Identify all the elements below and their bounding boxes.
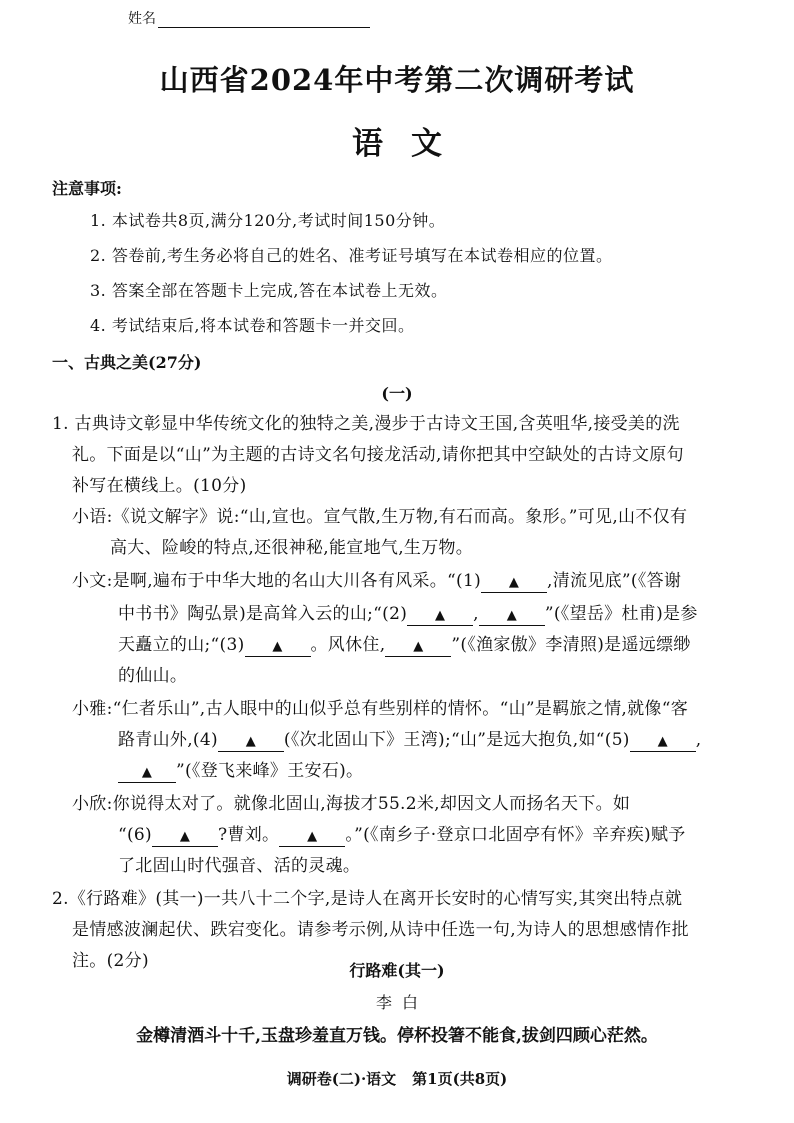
answer-blank-3b[interactable]: ▲	[385, 638, 451, 657]
answer-blank-3a[interactable]: ▲	[245, 638, 311, 657]
q1-line: 补写在横线上。(10分)	[72, 476, 247, 496]
q2-line: 是情感波澜起伏、跌宕变化。请参考示例,从诗中任选一句,为诗人的思想感情作批	[72, 920, 689, 940]
answer-blank-1[interactable]: ▲	[481, 574, 547, 593]
xiaowen-line: 天矗立的山;“(3) ▲ 。风休住, ▲ ”(《渔家傲》李清照)是遥远缥缈	[118, 635, 691, 655]
answer-blank-5b[interactable]: ▲	[118, 764, 176, 783]
note-item: 3. 答案全部在答题卡上完成,答在本试卷上无效。	[90, 281, 448, 300]
exam-subject: 语文	[352, 126, 470, 162]
xiaowen-line: 中书书》陶弘景)是高耸入云的山;“(2) ▲ , ▲ ”(《望岳》杜甫)是参	[118, 604, 698, 624]
note-item: 1. 本试卷共8页,满分120分,考试时间150分钟。	[90, 211, 446, 230]
exam-title: 山西省2024年中考第二次调研考试	[159, 63, 635, 97]
footer-paper-label: 调研卷(二)·语文	[286, 1070, 397, 1088]
q1-line: 高大、险峻的特点,还很神秘,能宣地气,生万物。	[110, 538, 474, 558]
poem-author: 李白	[375, 993, 428, 1012]
part-heading: (一)	[381, 384, 413, 403]
xiaoya-line: 小雅:“仁者乐山”,古人眼中的山似乎总有些别样的情怀。“山”是羁旅之情,就像“客	[72, 699, 688, 719]
q1-line: 礼。下面是以“山”为主题的古诗文名句接龙活动,请你把其中空缺处的古诗文原句	[72, 445, 684, 465]
xiaoxin-line: 小欣:你说得太对了。就像北固山,海拔才55.2米,却因文人而扬名天下。如	[72, 794, 631, 814]
answer-blank-5a[interactable]: ▲	[630, 733, 696, 752]
name-label: 姓名	[128, 11, 156, 27]
note-item: 2. 答卷前,考生务必将自己的姓名、准考证号填写在本试卷相应的位置。	[90, 246, 613, 265]
xiaoya-line: 路青山外,(4) ▲ (《次北固山下》王湾);“山”是远大抱负,如“(5) ▲ ,	[118, 730, 702, 750]
notes-heading: 注意事项:	[52, 179, 122, 198]
q1-line: 1. 古典诗文彰显中华传统文化的独特之美,漫步于古诗文王国,含英咀华,接受美的洗	[52, 414, 680, 434]
answer-blank-2b[interactable]: ▲	[479, 607, 545, 626]
answer-blank-6a[interactable]: ▲	[152, 828, 218, 847]
section-heading: 一、古典之美(27分)	[52, 353, 202, 372]
xiaoxin-line: “(6) ▲ ?曹刘。 ▲ 。”(《南乡子·登京口北固亭有怀》辛弃疾)赋予	[118, 825, 686, 845]
poem-line: 金樽清酒斗十千,玉盘珍羞直万钱。停杯投箸不能食,拔剑四顾心茫然。	[136, 1026, 658, 1046]
xiaoya-line: ▲ ”(《登飞来峰》王安石)。	[118, 756, 363, 783]
xiaowen-line: 的仙山。	[118, 666, 188, 686]
footer-page-number: 第1页(共8页)	[412, 1070, 508, 1088]
q1-line: 小语:《说文解字》说:“山,宣也。宣气散,生万物,有石而高。象形。”可见,山不仅有	[72, 507, 688, 527]
note-item: 4. 考试结束后,将本试卷和答题卡一并交回。	[90, 316, 415, 335]
name-blank[interactable]	[158, 11, 370, 28]
answer-blank-4[interactable]: ▲	[218, 733, 284, 752]
answer-blank-2a[interactable]: ▲	[407, 607, 473, 626]
page-footer	[0, 1068, 794, 1089]
q2-line: 2.《行路难》(其一)一共八十二个字,是诗人在离开长安时的心情写实,其突出特点就	[52, 889, 683, 909]
q2-line: 注。(2分)	[72, 951, 149, 971]
name-field-row	[128, 8, 370, 28]
answer-blank-6b[interactable]: ▲	[279, 828, 345, 847]
xiaoxin-line: 了北固山时代强音、活的灵魂。	[118, 856, 361, 876]
poem-title: 行路难(其一)	[349, 961, 445, 980]
xiaowen-line: 小文:是啊,遍布于中华大地的名山大川各有风采。“(1) ▲ ,清流见底”(《答谢	[72, 571, 682, 591]
